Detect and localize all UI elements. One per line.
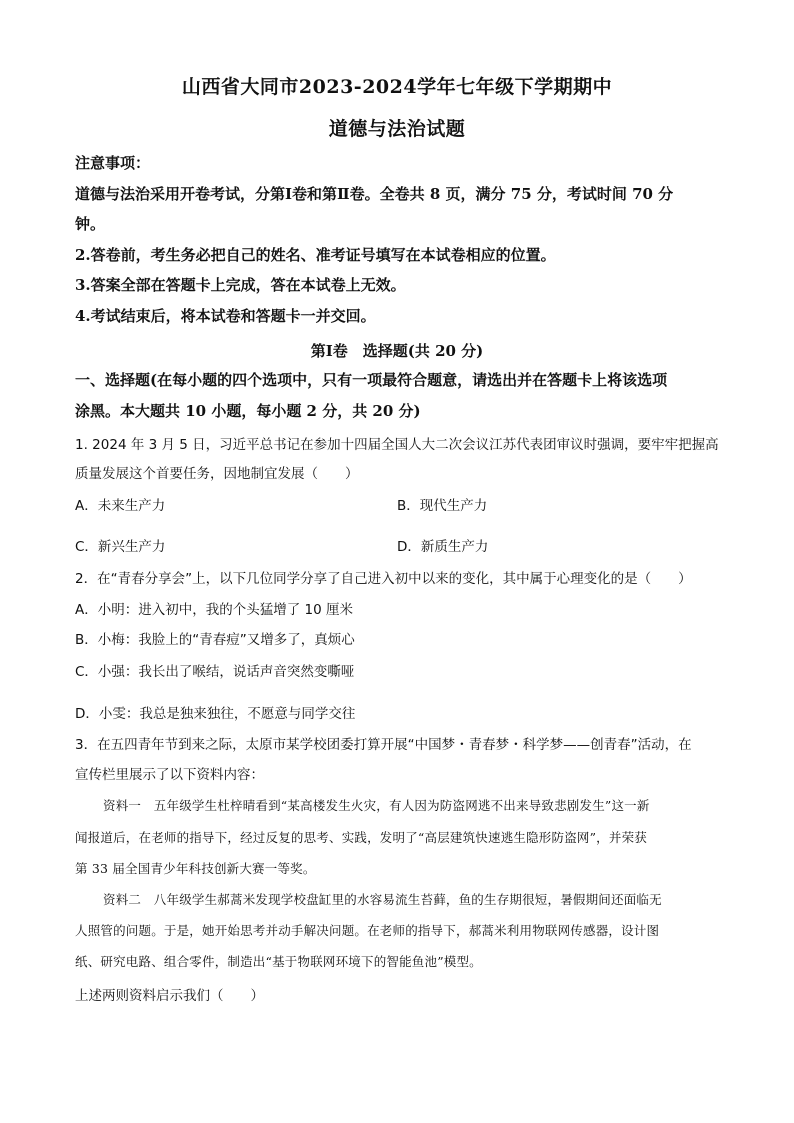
q2-option-a: A．小明：进入初中，我的个头猛增了 10 厘米 (75, 602, 353, 618)
q1-stem-cont: 质量发展这个首要任务，因地制宜发展（ ） (75, 466, 359, 482)
q3-stem: 3．在五四青年节到来之际，太原市某学校团委打算开展“中国梦・青春梦・科学梦——创青春”活动，在 (75, 737, 692, 753)
q3-material-1-line3: 第 33 届全国青少年科技创新大赛一等奖。 (75, 861, 316, 876)
q2-option-c: C．小强：我长出了喉结，说话声音突然变嘶哑 (75, 664, 355, 680)
q2-option-d: D．小雯：我总是独来独往，不愿意与同学交往 (75, 706, 356, 722)
q2-option-b: B．小梅：我脸上的“青春痘”又增多了，真烦心 (75, 632, 355, 648)
q1-option-d: D．新质生产力 (397, 539, 489, 555)
notice-item-1-cont: 钟。 (75, 215, 106, 233)
notice-item-4: 4.考试结束后，将本试卷和答题卡一并交回。 (75, 307, 376, 325)
q2-stem: 2．在“青春分享会”上，以下几位同学分享了自己进入初中以来的变化，其中属于心理变化的是（ ） (75, 571, 692, 587)
exam-subject-title: 道德与法治试题 (328, 118, 466, 140)
q3-material-2-line3: 纸、研究电路、组合零件，制造出“基于物联网环境下的智能鱼池”模型。 (75, 954, 482, 969)
part1-heading: 第Ⅰ卷 选择题(共 20 分) (310, 342, 484, 360)
q3-material-2-line2: 人照管的问题。于是，她开始思考并动手解决问题。在老师的指导下，郝蒿米利用物联网传感器，设计图 (75, 923, 660, 938)
q3-material-1: 资料一 五年级学生杜梓晴看到“某高楼发生火灾，有人因为防盗网逃不出来导致悲剧发生”这一新 (103, 798, 650, 813)
q1-stem: 1. 2024 年 3 月 5 日，习近平总书记在参加十四届全国人大二次会议江苏代表团审议时强调，要牢牢把握高 (75, 437, 719, 453)
part1-instruction: 一、选择题(在每小题的四个选项中，只有一项最符合题意，请选出并在答题卡上将该选项 (75, 371, 668, 389)
q3-material-2: 资料二 八年级学生郝蒿米发现学校盘缸里的水容易流生苔藓，鱼的生存期很短，暑假期间还面临无 (103, 892, 662, 907)
q3-stem-cont: 宣传栏里展示了以下资料内容： (75, 767, 264, 783)
notice-item-1: 道德与法治采用开卷考试，分第Ⅰ卷和第Ⅱ卷。全卷共 8 页，满分 75 分，考试时间 70 分 (75, 185, 674, 203)
notice-heading: 注意事项： (75, 154, 151, 172)
notice-item-2: 2.答卷前，考生务必把自己的姓名、准考证号填写在本试卷相应的位置。 (75, 246, 556, 264)
q1-option-b: B．现代生产力 (397, 498, 488, 514)
q1-option-a: A．未来生产力 (75, 498, 166, 514)
q3-material-1-line2: 闻报道后，在老师的指导下，经过反复的思考、实践，发明了“高层建筑快速逃生隐形防盗网”，并荣获 (75, 830, 647, 845)
notice-item-3: 3.答案全部在答题卡上完成，答在本试卷上无效。 (75, 276, 406, 294)
q3-question: 上述两则资料启示我们（ ） (75, 988, 264, 1004)
exam-title: 山西省大同市2023-2024学年七年级下学期期中 (181, 76, 613, 98)
part1-instruction-cont: 涂黑。本大题共 10 小题，每小题 2 分，共 20 分) (75, 402, 421, 420)
q1-option-c: C．新兴生产力 (75, 539, 166, 555)
